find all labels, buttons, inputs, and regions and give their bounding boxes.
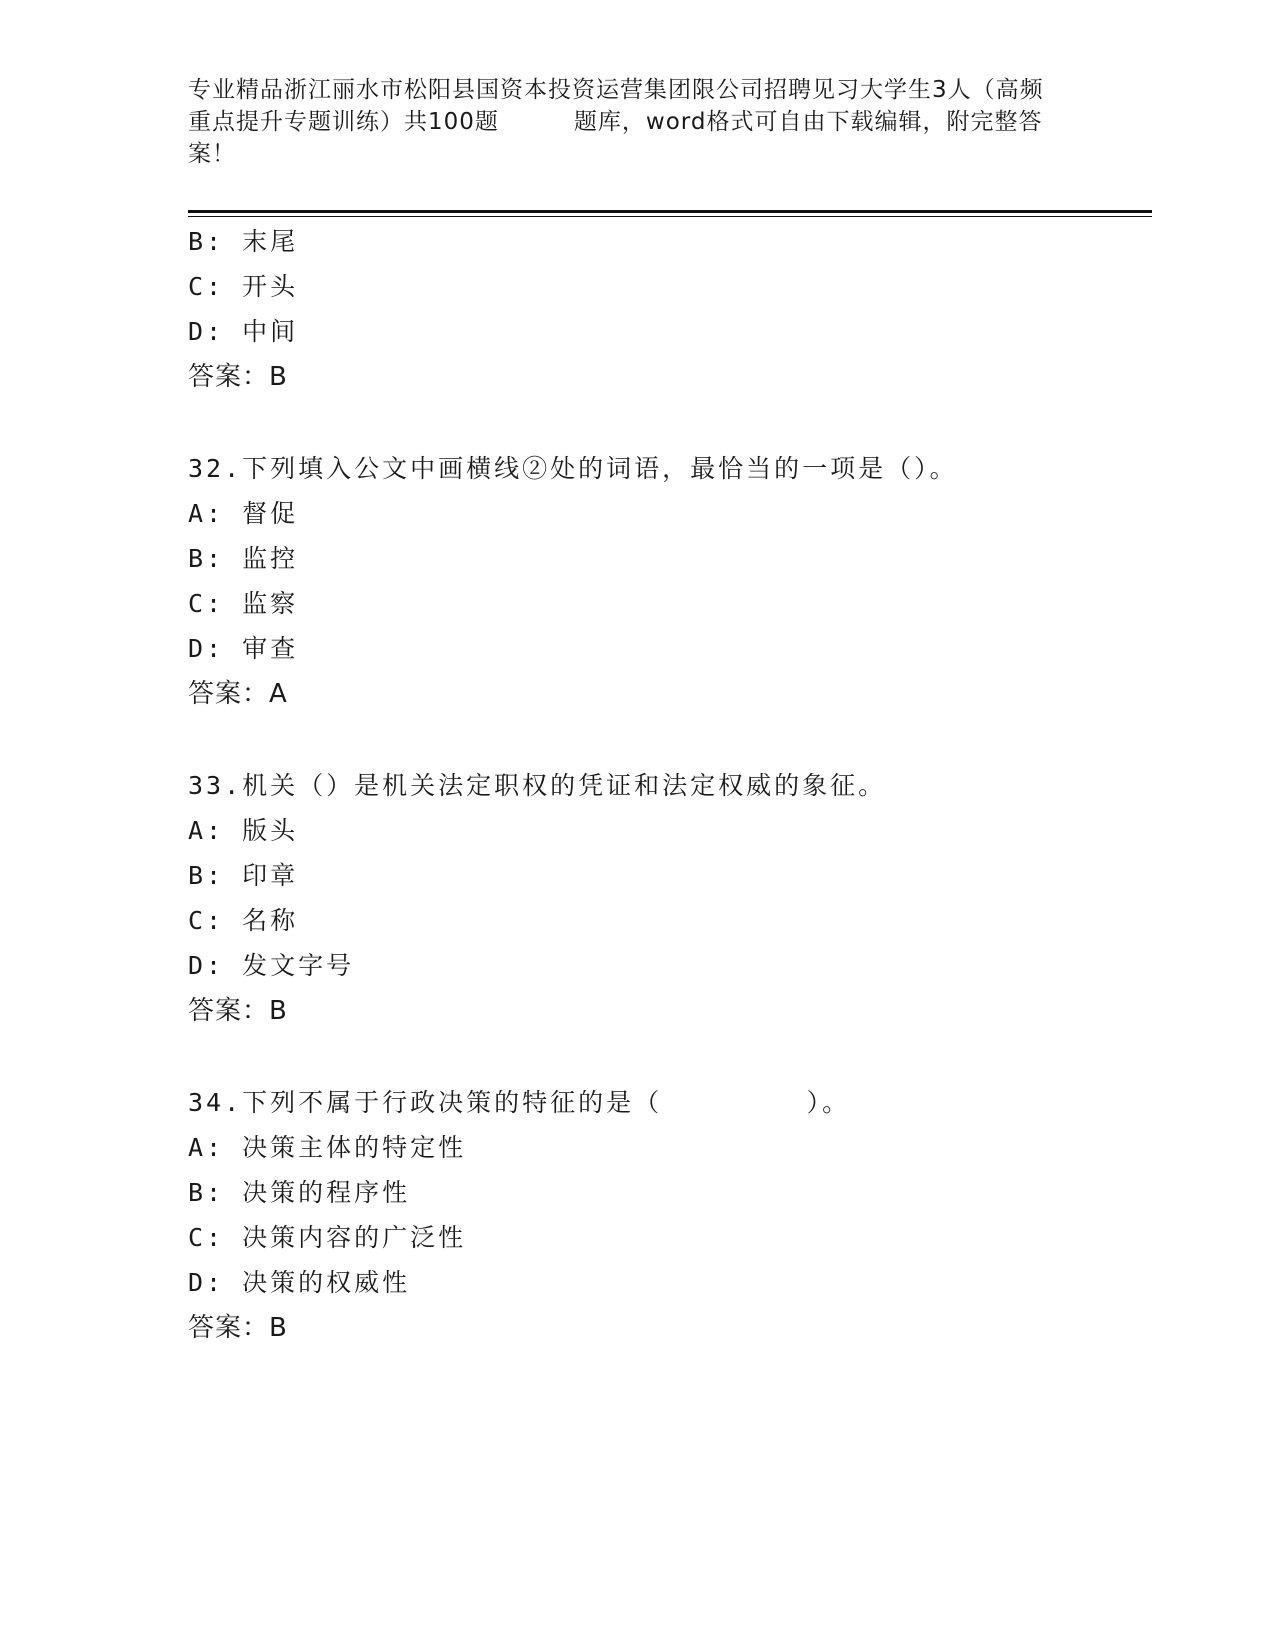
header-line-1: 专业精品浙江丽水市松阳县国资本投资运营集团限公司招聘见习大学生3人（高频 [188, 77, 1044, 103]
option-b-q33: B: 印章 [188, 861, 299, 890]
header-line-2-part-2: 题库，word格式可自由下载编辑，附完整答 [573, 109, 1043, 135]
option-c-q34: C: 决策内容的广泛性 [188, 1223, 467, 1252]
document-header [188, 74, 1088, 170]
question-34: 34.下列不属于行政决策的特征的是（ ）。 [188, 1088, 851, 1117]
option-c-q31: C: 开头 [188, 272, 299, 301]
answer-q33: 答案：B [188, 996, 288, 1026]
option-d-q33: D: 发文字号 [188, 951, 355, 980]
question-32: 32.下列填入公文中画横线②处的词语，最恰当的一项是（）。 [188, 454, 958, 483]
answer-q31: 答案：B [188, 362, 288, 392]
option-a-q32: A: 督促 [188, 499, 299, 528]
header-line-2 [188, 106, 1088, 138]
answer-q34: 答案：B [188, 1313, 288, 1343]
option-d-q31: D: 中间 [188, 317, 299, 346]
option-b-q31: B: 末尾 [188, 227, 299, 256]
header-line-2-part-1: 重点提升专题训练）共100题 [188, 109, 499, 135]
option-b-q32: B: 监控 [188, 544, 299, 573]
option-b-q34: B: 决策的程序性 [188, 1178, 411, 1207]
answer-q32: 答案：A [188, 679, 288, 709]
question-33: 33.机关（）是机关法定职权的凭证和法定权威的象征。 [188, 771, 887, 800]
option-c-q32: C: 监察 [188, 589, 299, 618]
option-a-q34: A: 决策主体的特定性 [188, 1133, 467, 1162]
header-divider-thick [188, 210, 1152, 213]
option-d-q32: D: 审查 [188, 634, 299, 663]
option-a-q33: A: 版头 [188, 816, 299, 845]
option-c-q33: C: 名称 [188, 906, 299, 935]
option-d-q34: D: 决策的权威性 [188, 1268, 411, 1297]
header-divider-thin [188, 216, 1152, 217]
header-line-3: 案！ [188, 141, 236, 167]
